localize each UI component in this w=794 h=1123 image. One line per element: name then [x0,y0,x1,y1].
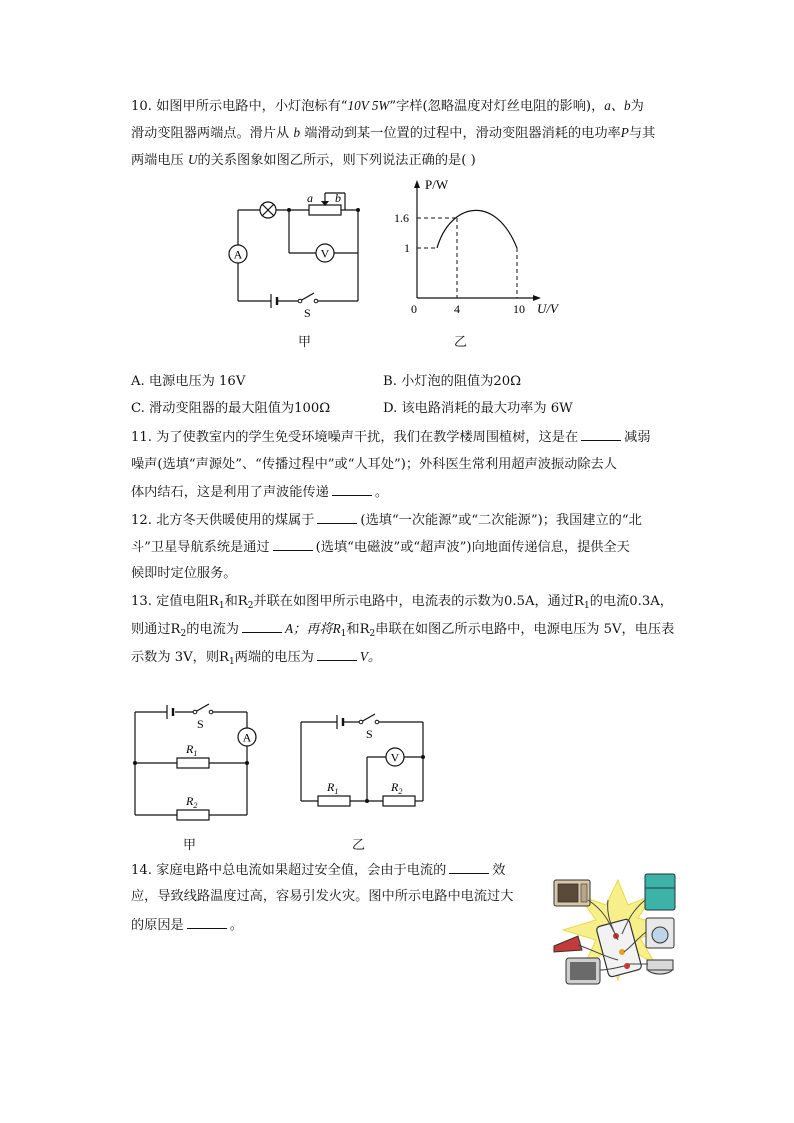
svg-text:U/V: U/V [537,301,558,316]
q14-blank-2[interactable] [187,916,227,929]
resistor-r2-icon [177,810,209,820]
q13-line2: 则通过$R_2$的电流为 A；再将$R_1$和$R_2$串联在如图乙所示电路中，电源电压为 5V，电压表 [131,621,675,639]
svg-text:A: A [233,247,243,262]
q12-line1: 12. 北方冬天供暖使用的煤属于 (选填“一次能源”或“二次能源”)；我国建立的“北 [131,513,642,528]
q14-line2: 应，导致线路温度过高，容易引发火灾。图中所示电路中电流过大 [131,889,514,904]
q10-graph-yi [395,178,575,318]
q13-blank-2[interactable] [317,648,357,661]
battery-icon [337,715,343,729]
q14-line3: 的原因是 。 [131,918,243,933]
q13-blank-1[interactable] [242,620,282,633]
q10-option-c: C. 滑动变阻器的最大阻值为100Ω [131,401,331,416]
q13-caption-jia: 甲 [183,838,197,853]
svg-text:1.6: 1.6 [394,211,409,225]
svg-text:4: 4 [454,302,460,316]
microwave-icon [554,880,590,906]
q14-blank-1[interactable] [449,861,489,874]
resistor-r2-icon [383,796,415,806]
q10-line2: 滑动变阻器两端点。滑片从 b 端滑动到某一位置的过程中，滑动变阻器消耗的电功率P与其 [131,125,656,141]
q11-line2: 噪声(选填“声源处”、“传播过程中”或“人耳处”)；外科医生常利用超声波振动除去人 [131,457,617,472]
tv-icon [566,958,600,984]
q13-circuit-jia [125,700,265,825]
resistor-r1-icon [318,796,350,806]
q10-line3: 两端电压 U的关系图象如图乙所示，则下列说法正确的是( ) [131,152,476,168]
battery-icon [167,705,173,719]
q10-caption-jia: 甲 [298,335,312,350]
q10-caption-yi: 乙 [454,335,468,350]
svg-text:R2: $R_2$ [186,794,198,810]
q10-option-a: A. 电源电压为 16V [131,374,246,389]
q12-line3: 候即时定位服务。 [131,566,237,581]
washing-machine-icon [646,918,674,948]
q13-line3: 示数为 3V，则$R_1$两端的电压为 V。 [131,649,382,667]
q12-line2: 斗”卫星导航系统是通过 (选填“电磁波”或“超声波”)向地面传递信息，提供全天 [131,540,630,555]
svg-text:S: S [304,306,311,320]
q12-blank-2[interactable] [273,538,313,551]
q13-caption-yi: 乙 [352,838,366,853]
lamp-icon [260,202,276,218]
svg-text:V: V [320,246,330,261]
q10-line1: 10. 如图甲所示电路中，小灯泡标有“10V 5W”字样(忽略温度对灯丝电阻的影响)，a、b为 [131,98,644,114]
rheostat-icon [309,205,341,215]
svg-text:10: 10 [513,302,525,316]
q12-blank-1[interactable] [317,511,357,524]
svg-text:1: 1 [404,241,410,255]
q11-line3: 体内结石，这是利用了声波能传递 。 [131,485,388,500]
q13-circuit-yi [295,710,435,810]
q11-blank-2[interactable] [332,483,372,496]
ammeter-icon [238,728,256,746]
svg-text:a: a [307,191,313,205]
svg-text:V: V [390,750,400,765]
svg-text:P/W: P/W [425,177,449,192]
q10-option-d: D. 该电路消耗的最大功率为 6W [383,401,573,416]
svg-text:S: S [366,727,373,741]
q14-line1: 14. 家庭电路中总电流如果超过安全值，会由于电流的 效 [131,863,506,878]
ammeter-icon [229,245,247,263]
svg-text:R2: $R_2$ [391,780,403,796]
svg-text:R1: $R_1$ [186,742,198,758]
cooker-icon [647,960,673,974]
voltmeter-icon [386,748,404,766]
battery-icon [271,294,277,308]
q10-option-b: B. 小灯泡的阻值为20Ω [383,374,522,389]
svg-text:S: S [197,717,204,731]
q11-blank-1[interactable] [581,428,621,441]
fridge-icon [645,874,675,910]
svg-text:b: b [335,191,341,205]
q10-circuit-jia [225,183,365,320]
q13-line1: 13. 定值电阻$R_1$和$R_2$并联在如图甲所示电路中，电流表的示数为0.5A，通过$R_1$的电流0.3A， [131,594,673,611]
q11-line1: 11. 为了使教室内的学生免受环境噪声干扰，我们在教学楼周围植树，这是在 减弱 [131,430,651,445]
power-curve [437,210,517,248]
svg-text:0: 0 [411,302,417,316]
svg-text:R1: $R_1$ [327,780,339,796]
overloaded-socket-illustration [548,860,688,990]
resistor-r1-icon [177,758,209,768]
voltmeter-icon [316,244,334,262]
iron-icon [554,936,582,952]
svg-text:A: A [242,730,252,745]
y-axis-arrow-icon [414,180,420,188]
